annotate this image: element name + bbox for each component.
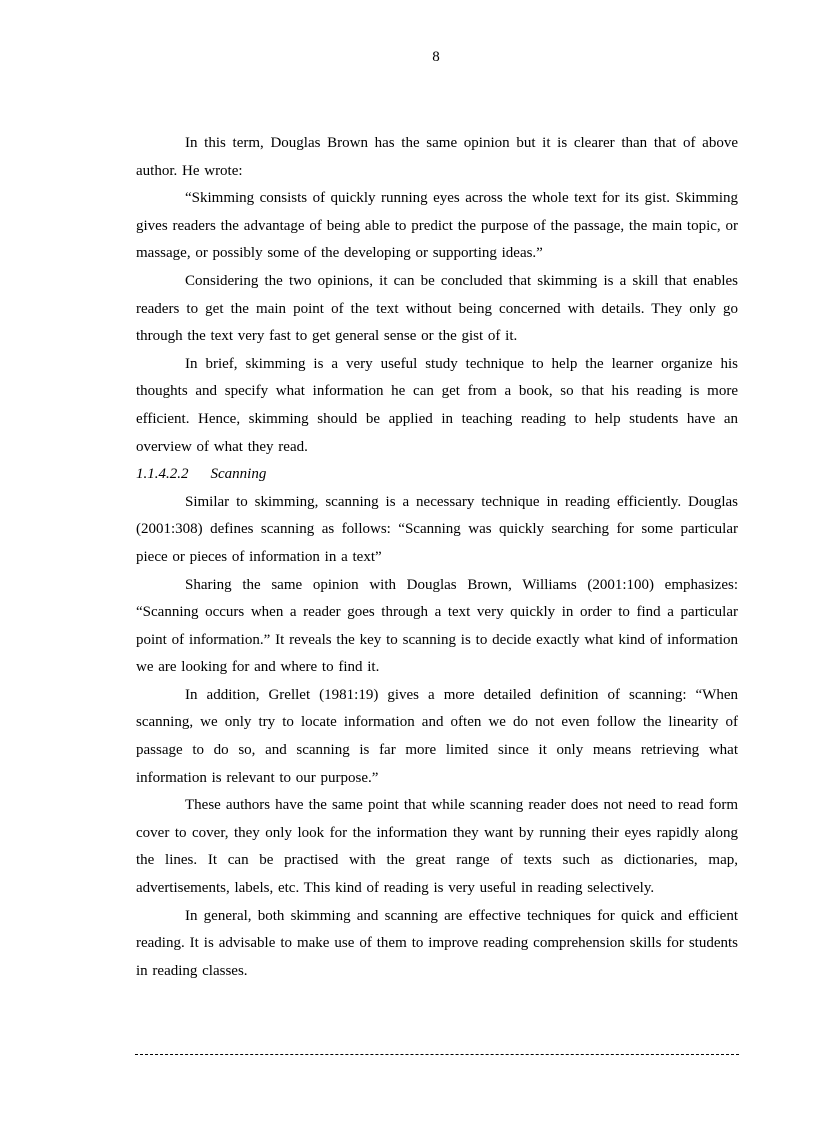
paragraph: In this term, Douglas Brown has the same opinion but it is clearer than that of above author. He wrote: [136, 135, 738, 179]
paragraph: Similar to skimming, scanning is a necessary technique in reading efficiently. Douglas (2001:308) defines scanning as follows: “Scanning was quickly searching for some particular piece or pieces of information in a text” [136, 493, 738, 565]
paragraph: These authors have the same point that while scanning reader does not need to read form cover to cover, they only look for the information they want by running their eyes rapidly along the lines. It can be practised with the great range of texts such as dictionaries, map, advertisements, labels, etc. This kind of reading is very useful in reading selectively. [136, 797, 738, 897]
page-number: 8 [432, 49, 440, 65]
paragraph: In addition, Grellet (1981:19) gives a more detailed definition of scanning: “When scanning, we only try to locate information and often we do not even follow the linearity of passage to do so, and scanning is far more limited since it only means retrieving what information is relevant to our purpose.” [136, 686, 738, 786]
paragraph: In general, both skimming and scanning are effective techniques for quick and efficient reading. It is advisable to make use of them to improve reading comprehension skills for students in reading classes. [136, 907, 738, 979]
section-heading-title: Scanning [210, 466, 267, 483]
section-heading-number: 1.1.4.2.2 [136, 466, 189, 483]
section-heading [136, 461, 738, 489]
paragraph: Sharing the same opinion with Douglas Brown, Williams (2001:100) emphasizes: “Scanning occurs when a reader goes through a text very quickly in order to find a particular point of information.” It reveals the key to scanning is to decide exactly what kind of information we are looking for and where to find it. [136, 576, 738, 676]
paragraph: In brief, skimming is a very useful study technique to help the learner organize his thoughts and specify what information he can get from a book, so that his reading is more efficient. Hence, skimming should be applied in teaching reading to help students have an overview of what they read. [136, 355, 738, 455]
block-quote-paragraph: “Skimming consists of quickly running eyes across the whole text for its gist. Skimming gives readers the advantage of being able to predict the purpose of the passage, the main topic, or massage, or possibly some of the developing or supporting ideas.” [136, 190, 738, 262]
paragraph: Considering the two opinions, it can be concluded that skimming is a skill that enables readers to get the main point of the text without being concerned with details. They only go through the text very fast to get general sense or the gist of it. [136, 272, 738, 345]
document-body [136, 130, 738, 985]
footer-divider [135, 1054, 739, 1055]
